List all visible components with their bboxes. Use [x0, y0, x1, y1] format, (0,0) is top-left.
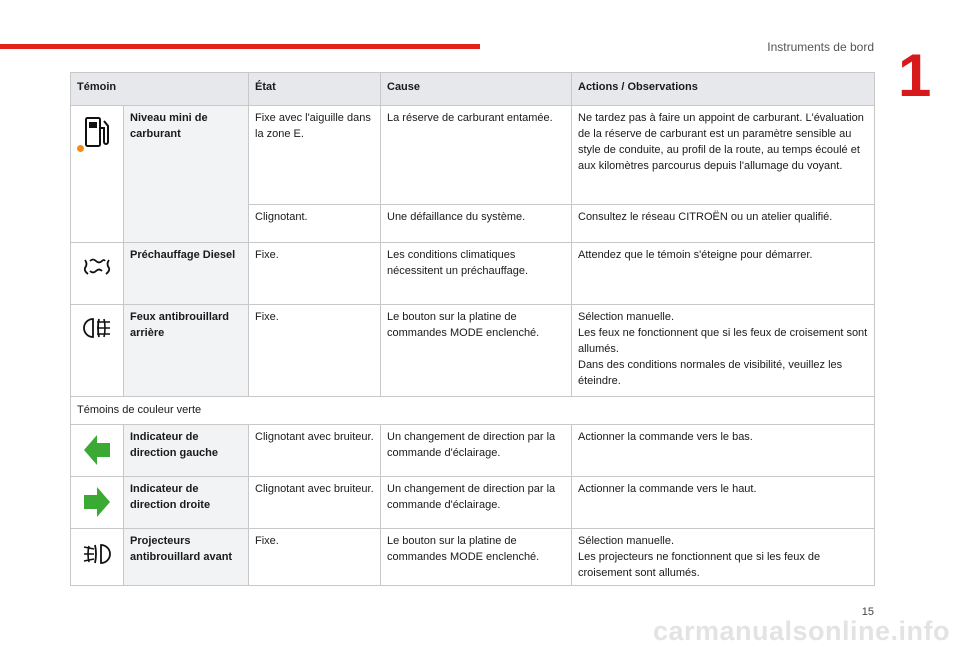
left-arrow-icon	[82, 433, 112, 467]
table-row	[71, 106, 875, 205]
row-name: Niveau mini de carburant	[124, 106, 249, 243]
green-section-label: Témoins de couleur verte	[71, 397, 875, 425]
glow-plug-icon	[83, 257, 111, 277]
icon-cell	[71, 106, 124, 243]
watermark: carmanualsonline.info	[652, 616, 950, 646]
actions-cell: Consultez le réseau CITROËN ou un atelier qualifié.	[572, 205, 875, 243]
accent-bar	[0, 44, 480, 49]
actions-cell: Attendez que le témoin s'éteigne pour démarrer.	[572, 243, 875, 305]
etat-cell: Fixe.	[249, 305, 381, 397]
icon-cell	[71, 425, 124, 477]
right-arrow-icon	[82, 485, 112, 519]
cause-cell: Un changement de direction par la commande d'éclairage.	[381, 477, 572, 529]
etat-cell: Fixe.	[249, 243, 381, 305]
table-header-row	[71, 73, 875, 106]
row-name: Préchauffage Diesel	[124, 243, 249, 305]
front-fog-light-icon	[82, 543, 112, 565]
actions-cell	[572, 305, 875, 397]
cause-cell: Un changement de direction par la commande d'éclairage.	[381, 425, 572, 477]
table-row	[71, 243, 875, 305]
indicator-table	[70, 72, 875, 586]
row-name: Feux antibrouillard arrière	[124, 305, 249, 397]
actions-line: Dans des conditions normales de visibilité, veuillez les éteindre.	[578, 359, 843, 387]
chapter-number: 1	[898, 42, 932, 109]
col-header-etat: État	[249, 73, 381, 106]
actions-line: Sélection manuelle.	[578, 535, 675, 547]
etat-cell: Clignotant avec bruiteur.	[249, 477, 381, 529]
actions-line: Les feux ne fonctionnent que si les feux de croisement sont allumés.	[578, 327, 868, 355]
section-row	[71, 397, 875, 425]
table-row	[71, 529, 875, 586]
row-name: Indicateur de direction droite	[124, 477, 249, 529]
actions-cell: Ne tardez pas à faire un appoint de carburant. L'évaluation de la réserve de carburant est un paramètre sensible au style de conduite, au profil de la route, au temps écoulé et aux kilomètres parcourus depuis l'allumage du voyant.	[572, 106, 875, 205]
cause-cell: Le bouton sur la platine de commandes MODE enclenché.	[381, 305, 572, 397]
actions-line: Sélection manuelle.	[578, 311, 675, 323]
icon-cell	[71, 529, 124, 586]
etat-cell: Clignotant.	[249, 205, 381, 243]
col-header-temoin: Témoin	[71, 73, 249, 106]
fuel-pump-icon	[84, 116, 110, 150]
table-row	[71, 477, 875, 529]
cause-cell: Les conditions climatiques nécessitent un préchauffage.	[381, 243, 572, 305]
icon-cell	[71, 243, 124, 305]
icon-cell	[71, 477, 124, 529]
cause-cell: Le bouton sur la platine de commandes MODE enclenché.	[381, 529, 572, 586]
section-title: Instruments de bord	[767, 40, 874, 54]
icon-cell	[71, 305, 124, 397]
actions-cell	[572, 529, 875, 586]
cause-cell: La réserve de carburant entamée.	[381, 106, 572, 205]
actions-cell: Actionner la commande vers le haut.	[572, 477, 875, 529]
etat-cell: Clignotant avec bruiteur.	[249, 425, 381, 477]
row-name: Projecteurs antibrouillard avant	[124, 529, 249, 586]
cause-cell: Une défaillance du système.	[381, 205, 572, 243]
table-row	[71, 425, 875, 477]
page-number: 15	[861, 606, 874, 618]
row-name: Indicateur de direction gauche	[124, 425, 249, 477]
etat-cell: Fixe avec l'aiguille dans la zone E.	[249, 106, 381, 205]
actions-cell: Actionner la commande vers le bas.	[572, 425, 875, 477]
table-row	[71, 305, 875, 397]
col-header-actions: Actions / Observations	[572, 73, 875, 106]
rear-fog-light-icon	[82, 317, 112, 339]
col-header-cause: Cause	[381, 73, 572, 106]
actions-line: Les projecteurs ne fonctionnent que si les feux de croisement sont allumés.	[578, 551, 821, 579]
warning-dot-icon	[77, 145, 84, 152]
etat-cell: Fixe.	[249, 529, 381, 586]
